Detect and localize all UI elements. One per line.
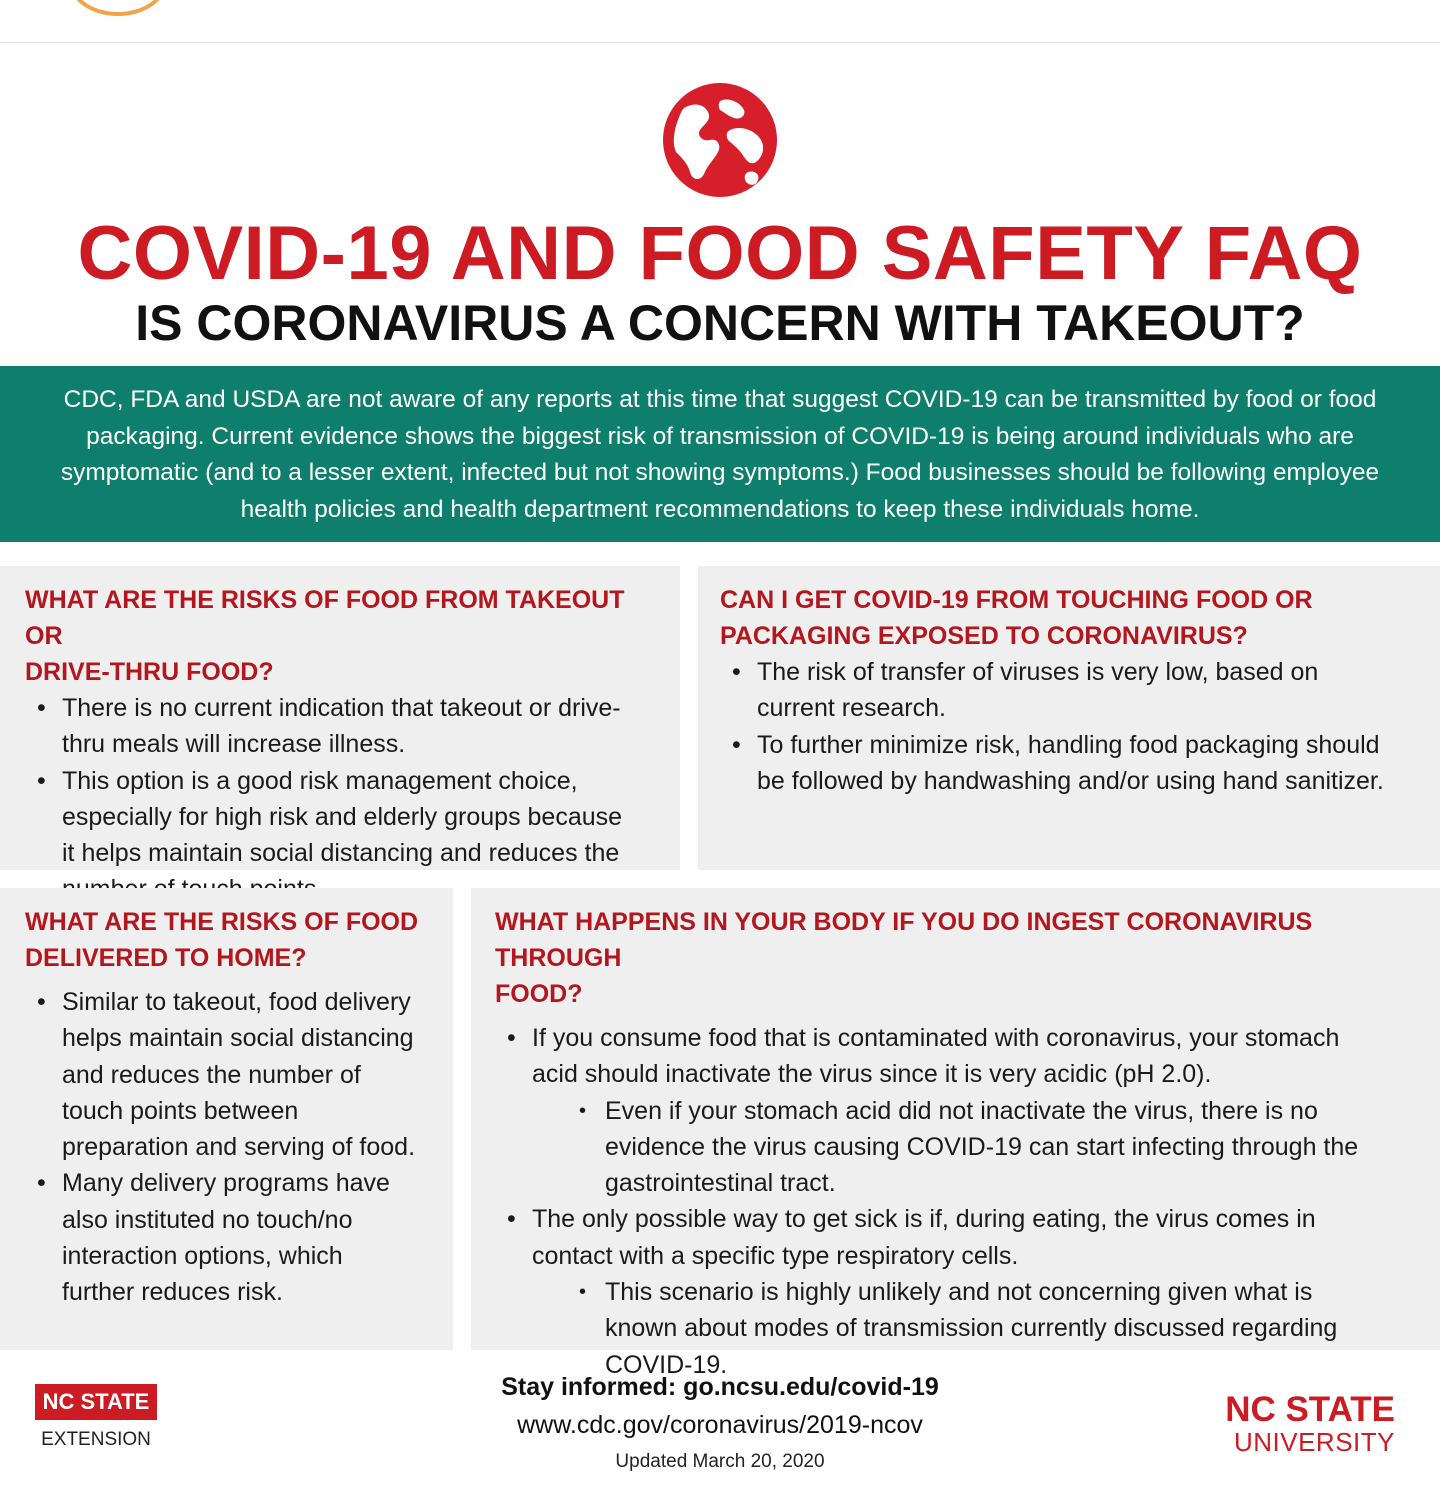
intro-panel: [0, 366, 1440, 542]
heading-line: WHAT ARE THE RISKS OF FOOD FROM TAKEOUT OR: [25, 586, 625, 650]
cdc-link[interactable]: www.cdc.gov/coronavirus/2019-ncov: [517, 1411, 923, 1439]
list-item: [25, 984, 435, 1165]
bullet-list: [25, 690, 656, 908]
bullet-line: • There is no current indication that takeout or drive-: [62, 694, 621, 722]
faq-heading: [495, 904, 1420, 1012]
faq-touching: [698, 566, 1440, 870]
bullet-line: interaction options, which: [62, 1242, 343, 1271]
list-item: [25, 763, 656, 908]
bullet-list: [495, 1020, 1420, 1383]
heading-line: WHAT ARE THE RISKS OF FOOD: [25, 908, 419, 936]
extension-label: EXTENSION: [41, 1429, 151, 1450]
bullet-line: preparation and serving of food.: [62, 1133, 416, 1162]
bullet-line: especially for high risk and elderly groups because: [62, 802, 623, 831]
bullet-line: • This option is a good risk management choice,: [62, 766, 578, 795]
heading-line: PACKAGING EXPOSED TO CORONAVIRUS?: [720, 622, 1248, 650]
bullet-line: • To further minimize risk, handling food packaging should: [757, 730, 1380, 759]
nc-state-extension-logo: NC STATE: [35, 1384, 157, 1420]
university-line1: NC STATE: [1225, 1390, 1395, 1429]
heading-line: DELIVERED TO HOME?: [25, 944, 307, 972]
bullet-line: known about modes of transmission currently discussed regarding: [605, 1314, 1338, 1343]
sub-list-item: [495, 1093, 1420, 1202]
bullet-line: it helps maintain social distancing and reduces the: [62, 839, 620, 868]
bullet-line: contact with a specific type respiratory cells.: [532, 1241, 1019, 1270]
bullet-line: thru meals will increase illness.: [62, 730, 406, 759]
page-title: COVID-19 AND FOOD SAFETY FAQ: [77, 211, 1363, 296]
heading-line: DRIVE-THRU FOOD?: [25, 658, 274, 686]
bullet-line: and reduces the number of: [62, 1060, 361, 1089]
university-line2: UNIVERSITY: [1233, 1427, 1395, 1457]
intro-line: health policies and health department recommendations to keep these individuals home.: [240, 495, 1200, 523]
bullet-line: • Many delivery programs have: [62, 1169, 390, 1198]
list-item: [720, 654, 1416, 727]
intro-line: CDC, FDA and USDA are not aware of any reports at this time that suggest COVID-19 can be transmitted by food or food: [63, 386, 1377, 413]
list-item: [25, 1165, 435, 1310]
faq-ingest: [471, 888, 1440, 1379]
avatar-ring-icon: [70, 0, 166, 16]
list-item: [495, 1020, 1420, 1093]
faq-heading: [25, 904, 435, 976]
bullet-line: current research.: [757, 694, 946, 723]
faq-delivery: [0, 888, 453, 1350]
bullet-list: [25, 984, 435, 1311]
bullet-line: • The risk of transfer of viruses is very low, based on: [757, 658, 1319, 686]
bullet-line: COVID-19.: [605, 1350, 728, 1379]
sub-list-item: [495, 1274, 1420, 1383]
stay-informed-link[interactable]: Stay informed: go.ncsu.edu/covid-19: [501, 1373, 939, 1401]
heading-line: FOOD?: [495, 980, 583, 1008]
bullet-line: gastrointestinal tract.: [605, 1169, 836, 1198]
heading-line: WHAT HAPPENS IN YOUR BODY IF YOU DO INGEST CORONAVIRUS THROUGH: [495, 908, 1313, 972]
bullet-line: • Similar to takeout, food delivery: [62, 988, 411, 1016]
heading-line: CAN I GET COVID-19 FROM TOUCHING FOOD OR: [720, 586, 1313, 614]
list-item: [720, 727, 1416, 800]
list-item: [495, 1201, 1420, 1274]
bullet-line: further reduces risk.: [62, 1278, 283, 1307]
intro-line: packaging. Current evidence shows the biggest risk of transmission of COVID-19 is being around individuals who are: [86, 422, 1354, 450]
bullet-line: touch points between: [62, 1096, 299, 1125]
faq-heading: [720, 582, 1416, 654]
bullet-line: be followed by handwashing and/or using hand sanitizer.: [757, 766, 1384, 795]
faq-heading: [25, 582, 656, 690]
updated-date: Updated March 20, 2020: [615, 1451, 825, 1472]
nc-state-university-logo: [1180, 1392, 1395, 1456]
bullet-list: [720, 654, 1416, 799]
bullet-line: evidence the virus causing COVID-19 can start infecting through the: [605, 1132, 1359, 1161]
faq-takeout: [0, 566, 680, 870]
bullet-line: acid should inactivate the virus since it is very acidic (pH 2.0).: [532, 1060, 1212, 1089]
bullet-line: • The only possible way to get sick is if, during eating, the virus comes in: [532, 1205, 1316, 1234]
globe-icon: [660, 80, 780, 200]
bullet-line: • If you consume food that is contaminated with coronavirus, your stomach: [532, 1024, 1340, 1052]
page-subtitle: IS CORONAVIRUS A CONCERN WITH TAKEOUT?: [135, 295, 1305, 351]
top-bar: [0, 0, 1440, 43]
bullet-line: also instituted no touch/no: [62, 1205, 353, 1234]
bullet-line: • This scenario is highly unlikely and not concerning given what is: [605, 1278, 1313, 1307]
list-item: [25, 690, 656, 763]
bullet-line: helps maintain social distancing: [62, 1024, 414, 1053]
bullet-line: • Even if your stomach acid did not inactivate the virus, there is no: [605, 1096, 1318, 1125]
intro-line: symptomatic (and to a lesser extent, infected but not showing symptoms.) Food businesses should be following employee: [60, 459, 1380, 486]
